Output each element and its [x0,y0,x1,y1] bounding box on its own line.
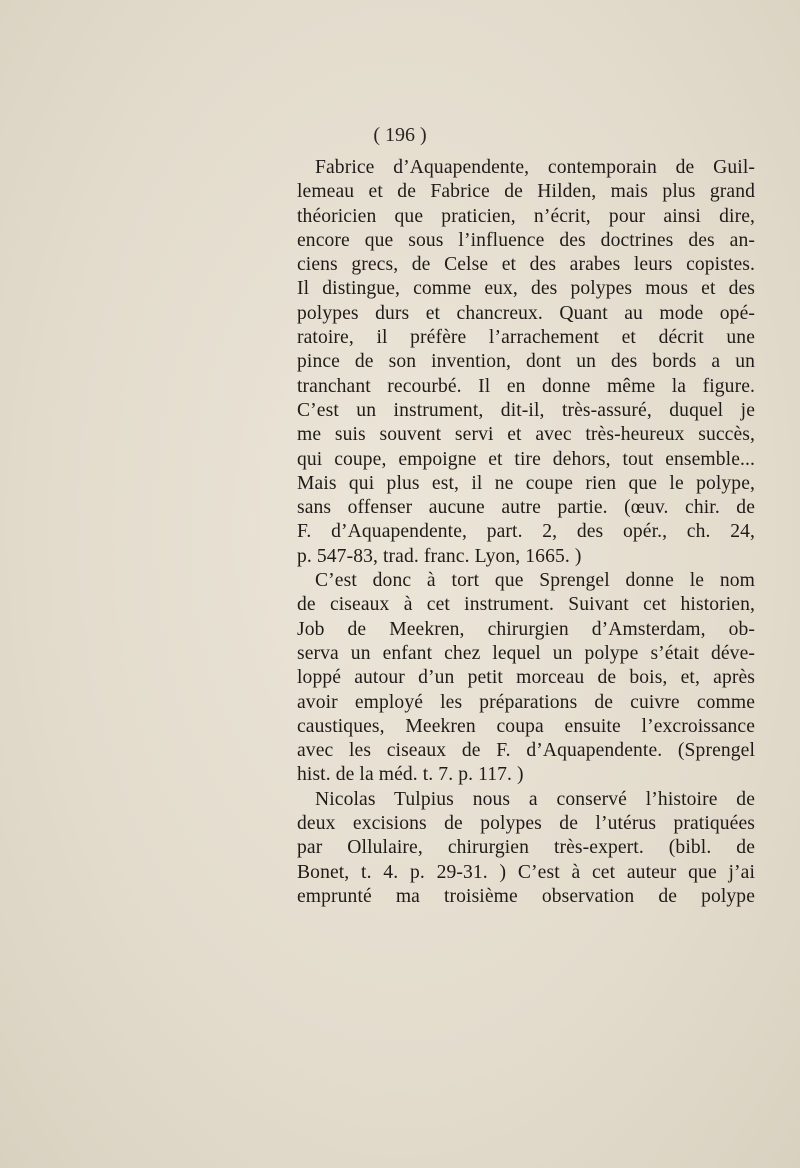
text-line: avec les ciseaux de F. d’Aquapendente. (Sprengel [297,740,755,762]
text-line: qui coupe, empoigne et tire dehors, tout ensemble... [297,448,755,470]
text-line: loppé autour d’un petit morceau de bois, et, après [297,667,755,689]
text-line: me suis souvent servi et avec très-heureux succès, [297,424,755,446]
paragraph-3 [297,788,755,909]
text-line: F. d’Aquapendente, part. 2, des opér., ch. 24, [297,521,755,543]
text-line: serva un enfant chez lequel un polype s’était déve- [297,642,755,664]
text-line: Job de Meekren, chirurgien d’Amsterdam, ob- [297,618,755,640]
paragraph-1 [297,156,755,569]
text-line: Mais qui plus est, il ne coupe rien que le polype, [297,472,755,494]
text-line: sans offenser aucune autre partie. (œuv. chir. de [297,497,755,519]
text-line: C’est un instrument, dit-il, très-assuré, duquel je [297,399,755,421]
text-line: par Ollulaire, chirurgien très-expert. (bibl. de [297,837,755,859]
text-line: de ciseaux à cet instrument. Suivant cet historien, [297,594,755,616]
text-line: avoir employé les préparations de cuivre comme [297,691,755,713]
body-text [297,156,755,909]
text-line: ciens grecs, de Celse et des arabes leurs copistes. [297,254,755,276]
text-line: pince de son invention, dont un des bords a un [297,351,755,373]
text-line: Fabrice d’Aquapendente, contemporain de Guil- [315,157,755,178]
text-line: encore que sous l’influence des doctrines des an- [297,229,755,251]
paragraph-2 [297,569,755,788]
text-line: deux excisions de polypes de l’utérus pratiquées [297,813,755,835]
text-line: hist. de la méd. t. 7. p. 117. ) [297,764,524,786]
text-line: caustiques, Meekren coupa ensuite l’excroissance [297,715,755,737]
text-line: Nicolas Tulpius nous a conservé l’histoire de [315,788,755,810]
text-line: Bonet, t. 4. p. 29-31. ) C’est à cet auteur que j’ai [297,861,755,883]
text-line: lemeau et de Fabrice de Hilden, mais plus grand [297,181,755,203]
page-number: ( 196 ) [373,124,427,146]
text-line: C’est donc à tort que Sprengel donne le nom [315,570,755,592]
text-line: polypes durs et chancreux. Quant au mode opé- [297,302,755,324]
text-line: Il distingue, comme eux, des polypes mous et des [297,278,755,300]
text-line: emprunté ma troisième observation de polype [297,885,755,907]
text-line: p. 547-83, trad. franc. Lyon, 1665. ) [297,545,582,567]
text-line: tranchant recourbé. Il en donne même la figure. [297,375,755,397]
text-line: théoricien que praticien, n’écrit, pour ainsi dire, [297,205,755,227]
text-line: ratoire, il préfère l’arrachement et décrit une [297,327,755,349]
